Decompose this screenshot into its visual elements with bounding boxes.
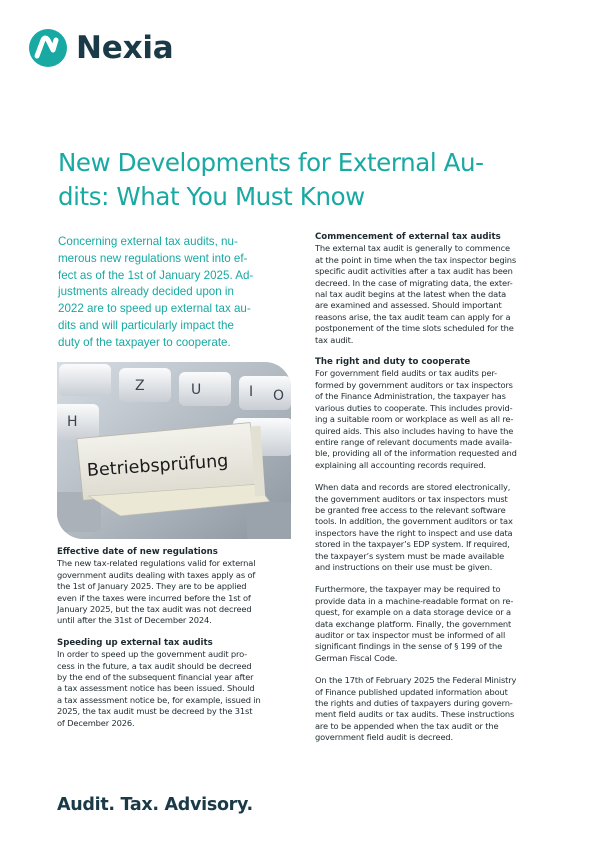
intro-line: dits and will particularly impact the (58, 318, 234, 332)
text-line: government audits dealing with taxes apply as of (57, 569, 256, 580)
paragraph-gap (315, 573, 545, 584)
intro-line: fect as of the 1st of January 2025. Ad- (58, 268, 254, 282)
intro-line: justments already decided upon in (58, 285, 234, 299)
right-column (315, 232, 545, 755)
text-line: be granted free access to the relevant software (315, 504, 506, 515)
text-line: quired aids. This also includes having to have the (315, 425, 514, 436)
text-line: the 1st of January 2025. They are to be applied (57, 581, 247, 592)
intro-line: 2022 are to speed up external tax au- (58, 302, 251, 316)
nexia-logo (28, 26, 174, 70)
text-line: specific audit activities after a tax audit has been (315, 266, 513, 277)
text-line: On the 17th of February 2025 the Federal Ministry (315, 675, 517, 686)
text-line: the government auditors or tax inspectors must (315, 493, 508, 504)
text-line: January 2025, but the tax audit was not decreed (57, 604, 252, 615)
text-line: are to be appended when the tax audit or the (315, 720, 499, 731)
section (57, 547, 287, 627)
card-label: Betriebsprüfung (86, 451, 229, 482)
paragraph (315, 482, 545, 573)
text-line: are examined and assessed. Should important (315, 300, 502, 311)
text-line: German Fiscal Code. (315, 652, 398, 663)
paragraph (315, 584, 545, 664)
text-line: data exchange platform. Finally, the government (315, 618, 512, 629)
text-line: nal tax audit begins at the latest when the data (315, 289, 507, 300)
text-line: reasons arise, the tax audit team can apply for a (315, 311, 511, 322)
intro-paragraph (58, 234, 290, 352)
key-label: U (191, 382, 202, 398)
text-line: 2025, the tax audit must be decreed by the 31st (57, 706, 253, 717)
title-line: dits: What You Must Know (58, 182, 365, 211)
text-line: government field audit is decreed. (315, 732, 454, 743)
left-column (57, 547, 287, 740)
text-line: significant findings in the sense of § 199 of the (315, 641, 503, 652)
brand-tagline: Audit. Tax. Advisory. (57, 795, 253, 815)
text-line: formed by government auditors or tax inspectors (315, 379, 513, 390)
paragraph (315, 368, 545, 471)
text-line: inspectors have the right to inspect and use data (315, 527, 513, 538)
text-line: of Finance published updated information about (315, 686, 508, 697)
text-line: For government field audits or tax audits per- (315, 368, 497, 379)
text-line: of the Finance Administration, the taxpayer has (315, 391, 506, 402)
text-line: In order to speed up the government audit pro- (57, 649, 248, 660)
text-line: tax audit. (315, 334, 354, 345)
text-line: tools. In addition, the government auditors or tax (315, 516, 513, 527)
page-title (58, 146, 528, 214)
text-line: quest, for example on a data storage device or a (315, 607, 511, 618)
text-line: even if the taxes were incurred before the 1st of (57, 592, 251, 603)
paragraph (57, 558, 287, 626)
key-label: I (249, 384, 254, 400)
text-line: explaining all accounting records required. (315, 459, 486, 470)
text-line: auditor or tax inspector must be informed of all (315, 630, 506, 640)
text-line: cess in the future, a tax audit should be decreed (57, 660, 252, 671)
text-line: entire range of relevant documents made availa- (315, 436, 512, 447)
text-line: stored in the taxpayer’s EDP system. If required, (315, 539, 510, 550)
paragraph-gap (315, 664, 545, 675)
brand-name: Nexia (76, 29, 174, 66)
text-line: the rights and duties of taxpayers during govern- (315, 698, 513, 709)
key-label: O (273, 388, 285, 404)
intro-line: merous new regulations went into ef- (58, 251, 248, 265)
text-line: until after the 31st of December 2024. (57, 615, 212, 626)
text-line: postponement of the time slots scheduled for the (315, 323, 514, 334)
section (315, 232, 545, 346)
intro-line: Concerning external tax audits, nu- (58, 235, 238, 248)
text-line: a tax assessment notice has been issued. Should (57, 683, 255, 694)
text-line: Furthermore, the taxpayer may be required to (315, 584, 501, 595)
section (57, 638, 287, 729)
text-line: at the point in time when the tax inspector begins (315, 254, 517, 265)
text-line: various duties to cooperate. This includes provid- (315, 402, 513, 413)
text-line: When data and records are stored electronically, (315, 482, 511, 493)
key-label: H (67, 414, 78, 430)
section-heading: The right and duty to cooperate (315, 357, 471, 368)
intro-line: duty of the taxpayer to cooperate. (58, 335, 231, 349)
section-heading: Commencement of external tax audits (315, 232, 501, 242)
text-line: and instructions on their use must be given. (315, 561, 493, 572)
nexia-logo-icon (28, 28, 68, 68)
text-line: a tax assessment notice be, for example, issued in (57, 694, 261, 705)
text-line: ble, providing all of the information requested and (315, 448, 517, 459)
keyboard-photo (57, 362, 291, 539)
text-line: ment field audits or tax audits. These instructions (315, 709, 515, 720)
section-heading: Effective date of new regulations (57, 547, 218, 557)
key-label: Z (135, 378, 145, 394)
section-heading: Speeding up external tax audits (57, 637, 213, 648)
text-line: of December 2026. (57, 717, 135, 728)
paragraph-gap (315, 471, 545, 482)
paragraph (315, 675, 545, 743)
paragraph (315, 243, 545, 346)
paragraph (57, 649, 287, 729)
section (315, 357, 545, 744)
text-line: provide data in a machine-readable format on re- (315, 595, 514, 606)
text-line: The external tax audit is generally to commence (315, 243, 510, 254)
text-line: the taxpayer’s system must be made available (315, 550, 505, 561)
text-line: ing a suitable room or workplace as well as all re- (315, 414, 514, 425)
text-line: decreed. In the case of migrating data, the exter- (315, 277, 513, 288)
title-line: New Developments for External Au- (58, 148, 484, 177)
text-line: The new tax-related regulations valid for external (57, 558, 256, 569)
text-line: by the end of the subsequent financial year after (57, 672, 254, 683)
